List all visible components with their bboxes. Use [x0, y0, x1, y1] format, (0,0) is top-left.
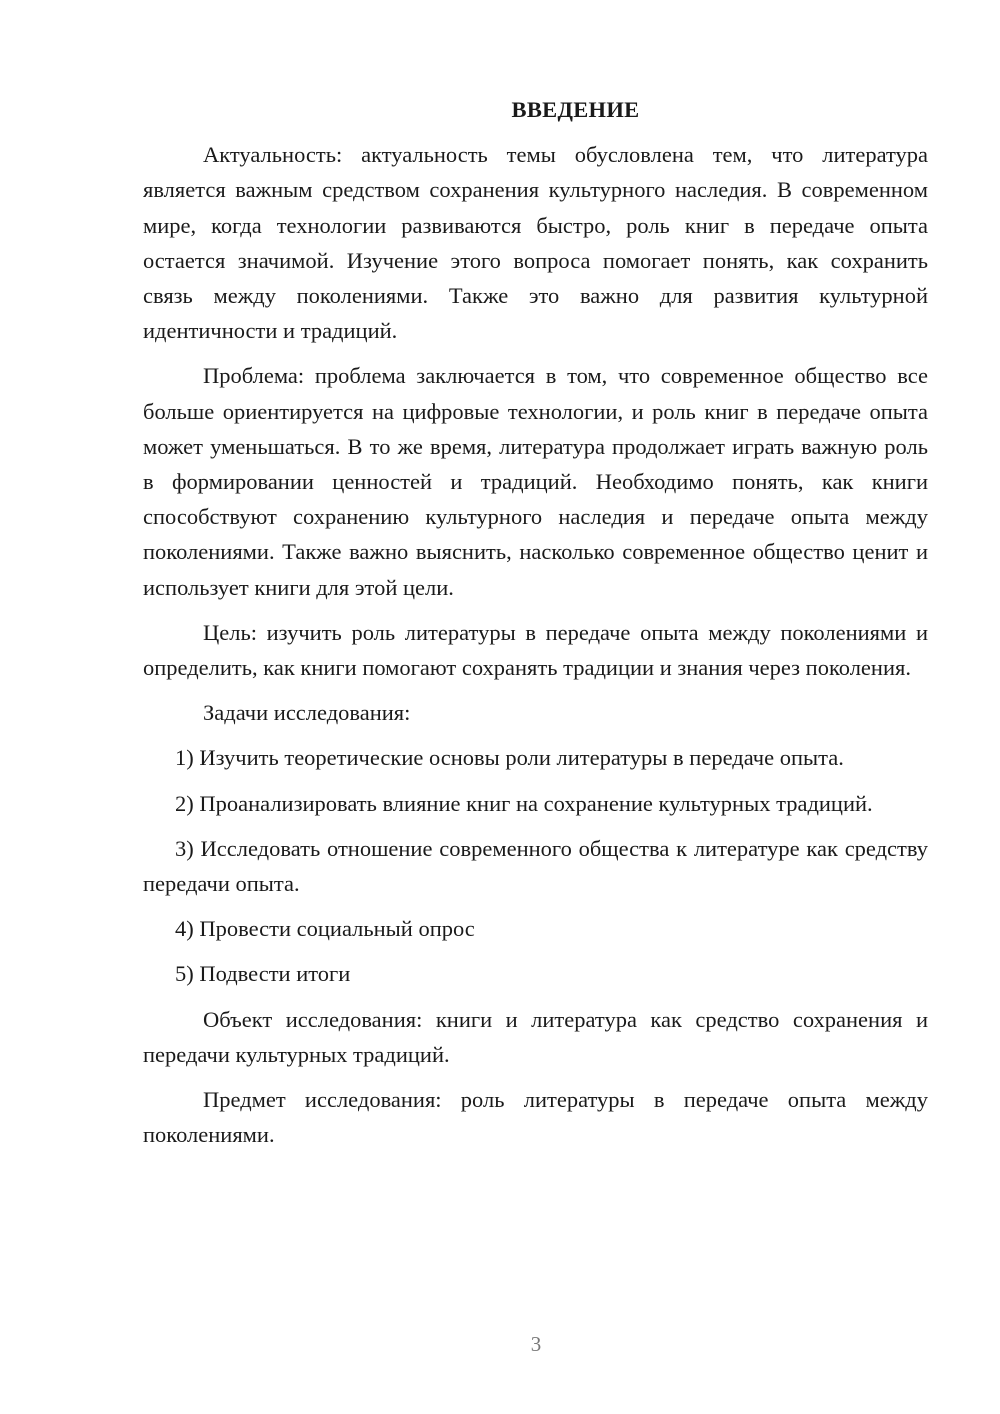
task-item-1: 1) Изучить теоретические основы роли литературы в передаче опыта. — [175, 745, 844, 771]
task-item-4: 4) Провести социальный опрос — [175, 916, 475, 942]
subject-paragraph: Предмет исследования: роль литературы в передаче опыта между поколениями. — [143, 1087, 928, 1148]
goal-paragraph: Цель: изучить роль литературы в передаче опыта между поколениями и определить, как книги помогают сохранять традиции и знания через поколения. — [143, 619, 928, 681]
object-paragraph: Объект исследования: книги и литература как средство сохранения и передачи культурных традиций. — [143, 1006, 928, 1067]
page-number: 3 — [530, 1332, 542, 1356]
task-item-3: 3) Исследовать отношение современного общества к литературе как средству передачи опыта. — [143, 835, 928, 897]
task-item-2: 2) Проанализировать влияние книг на сохранение культурных традиций. — [175, 790, 873, 816]
task-item-5: 5) Подвести итоги — [175, 961, 351, 987]
tasks-heading: Задачи исследования: — [203, 700, 411, 726]
problem-paragraph: Проблема: проблема заключается в том, что современное общество все больше ориентируется на цифровые технологии, и роль книг в передаче опыта может уменьшаться. В то же время, литература продолжает играть важную роль в формировании ценностей и традиций. Необходимо понять, как книги способствуют сохранению культурного наследия и передаче опыта между поколениями. Также важно выяснить, насколько современное общество ценит и использует книги для этой цели. — [143, 363, 928, 600]
section-title: ВВЕДЕНИЕ — [511, 97, 640, 122]
document-body — [143, 92, 928, 1162]
relevance-paragraph: Актуальность: актуальность темы обусловлена тем, что литература является важным средством сохранения культурного наследия. В современном мире, когда технологии развиваются быстро, роль книг в передаче опыта остается значимой. Изучение этого вопроса помогает понять, как сохранить связь между поколениями. Также это важно для развития культурной идентичности и традиций. — [143, 142, 928, 344]
